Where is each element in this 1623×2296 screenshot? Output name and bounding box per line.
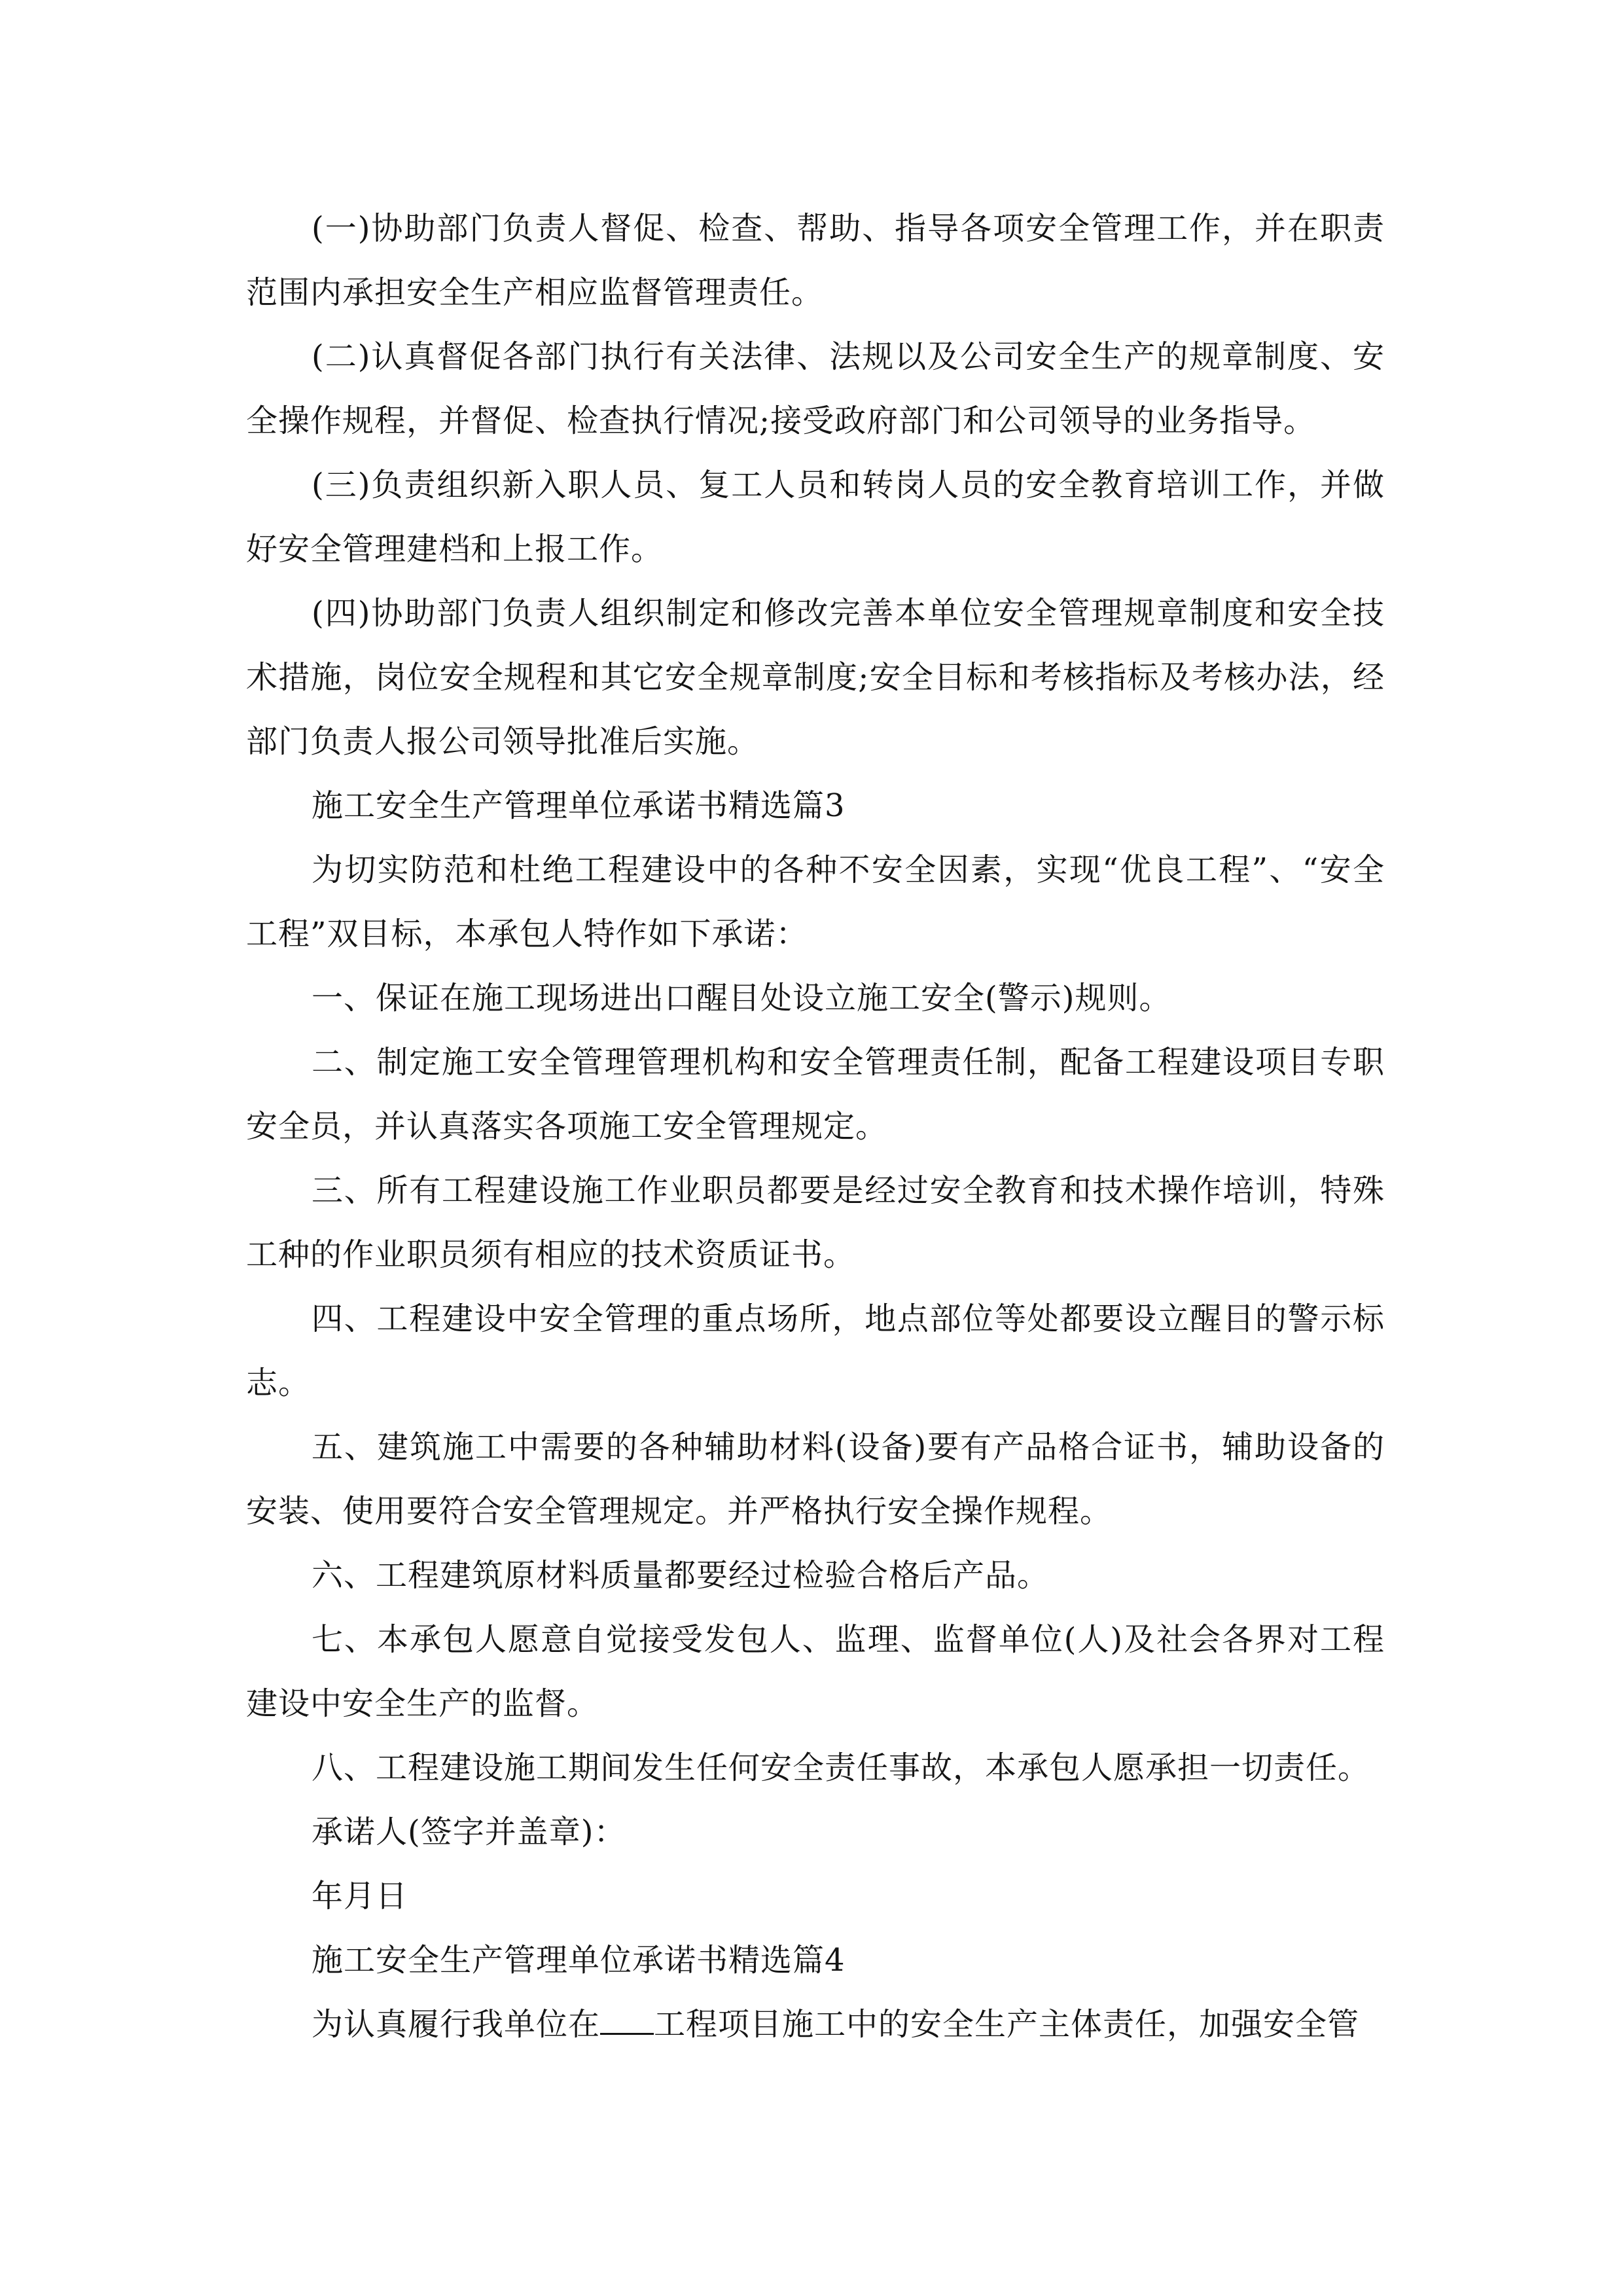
closing-paragraph (246, 1992, 1385, 2056)
commitment-item-2: 二、制定施工安全管理管理机构和安全管理责任制，配备工程建设项目专职安全员，并认真落实各项施工安全管理规定。 (246, 1044, 1385, 1145)
commitment-item-7: 七、本承包人愿意自觉接受发包人、监理、监督单位(人)及社会各界对工程建设中安全生产的监督。 (246, 1621, 1385, 1722)
signature-line: 承诺人(签字并盖章)： (312, 1814, 626, 1850)
section-heading-4: 施工安全生产管理单位承诺书精选篇4 (312, 1942, 846, 1979)
paragraph-item-4: (四)协助部门负责人组织制定和修改完善本单位安全管理规章制度和安全技术措施，岗位安全规程和其它安全规章制度;安全目标和考核指标及考核办法，经部门负责人报公司领导批准后实施。 (246, 595, 1385, 760)
commitment-item-6: 六、工程建筑原材料质量都要经过检验合格后产品。 (312, 1557, 1050, 1594)
paragraph-item-2: (二)认真督促各部门执行有关法律、法规以及公司安全生产的规章制度、安全操作规程，并督促、检查执行情况;接受政府部门和公司领导的业务指导。 (246, 338, 1385, 439)
closing-text-end: 工程项目施工中的安全生产主体责任，加强安全管 (654, 2006, 1360, 2043)
paragraph-item-3: (三)负责组织新入职人员、复工人员和转岗人员的安全教育培训工作，并做好安全管理建档和上报工作。 (246, 467, 1385, 567)
document-body (246, 196, 1385, 2056)
commitment-item-5: 五、建筑施工中需要的各种辅助材料(设备)要有产品格合证书，辅助设备的安装、使用要符合安全管理规定。并严格执行安全操作规程。 (246, 1429, 1385, 1530)
intro-paragraph: 为切实防范和杜绝工程建设中的各种不安全因素，实现“优良工程”、“安全工程”双目标，本承包人特作如下承诺： (246, 852, 1385, 952)
date-line: 年月日 (312, 1878, 408, 1914)
fill-in-blank (600, 2007, 654, 2035)
section-heading-3: 施工安全生产管理单位承诺书精选篇3 (312, 787, 846, 824)
commitment-item-4: 四、工程建设中安全管理的重点场所，地点部位等处都要设立醒目的警示标志。 (246, 1300, 1385, 1401)
commitment-item-1: 一、保证在施工现场进出口醒目处设立施工安全(警示)规则。 (312, 980, 1171, 1016)
commitment-item-3: 三、所有工程建设施工作业职员都要是经过安全教育和技术操作培训，特殊工种的作业职员须有相应的技术资质证书。 (246, 1172, 1385, 1273)
closing-text-start: 为认真履行我单位在 (312, 2006, 601, 2043)
paragraph-item-1: (一)协助部门负责人督促、检查、帮助、指导各项安全管理工作，并在职责范围内承担安全生产相应监督管理责任。 (246, 210, 1385, 311)
commitment-item-8: 八、工程建设施工期间发生任何安全责任事故，本承包人愿承担一切责任。 (312, 1749, 1370, 1786)
